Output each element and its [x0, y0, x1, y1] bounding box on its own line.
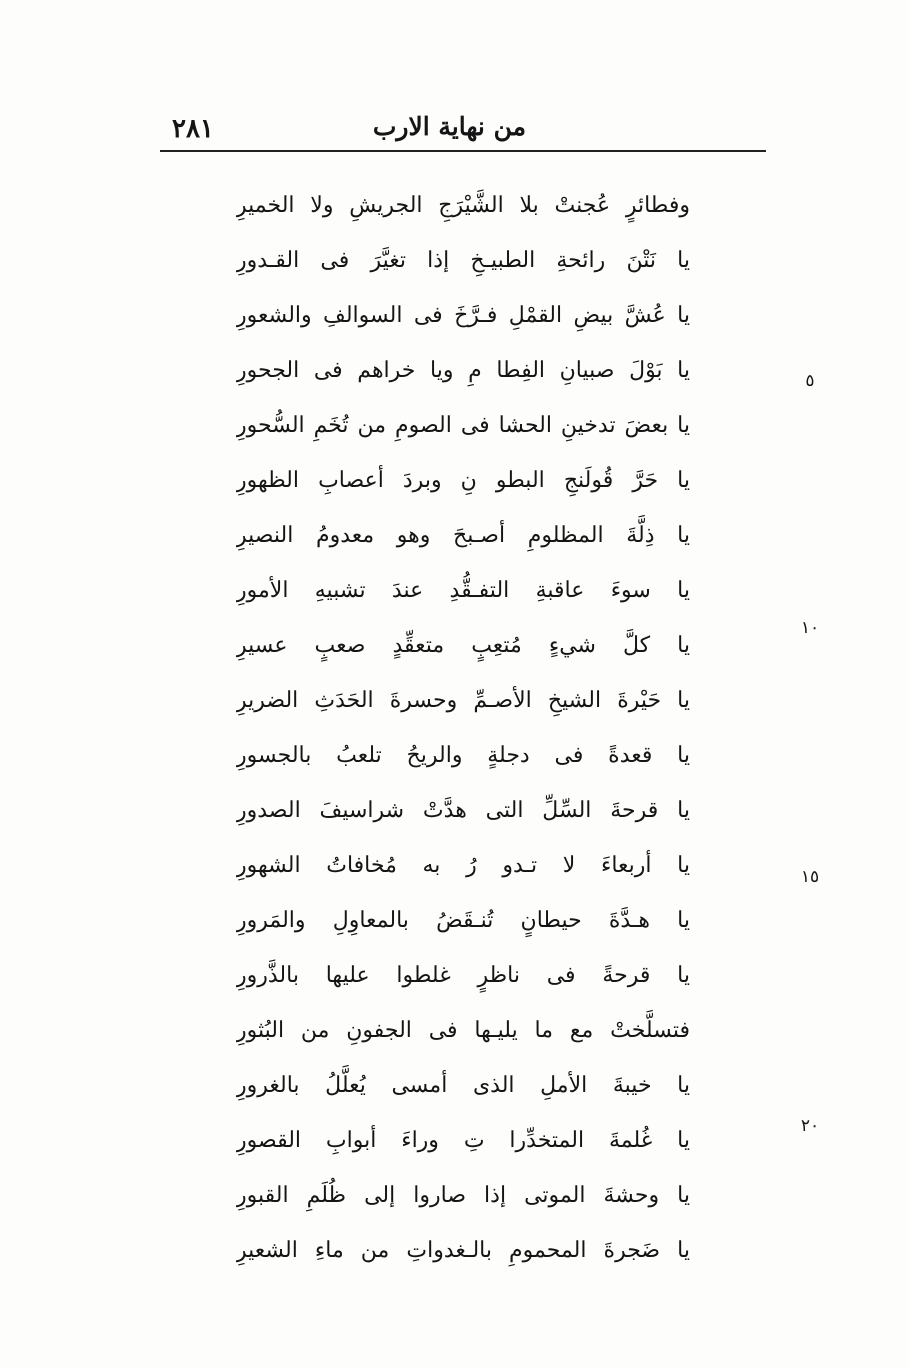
verse-line: وفطائرٍ عُجنتْ بلا الشَّيْرَجِ الجريشِ ولا الخميرِ [236, 193, 690, 218]
verse-line: يا قرحةَ السِّلِّ التى هدَّتْ شراسيفَ الصدورِ [236, 798, 690, 823]
verse-line: يا ذِلَّةَ المظلومِ أصـبحَ وهو معدومُ النصيرِ [236, 523, 690, 548]
verse-line: يا قرحةً فى ناظرٍ غلطوا عليها بالذَّرورِ [236, 963, 690, 988]
verse-line: يا أربعاءَ لا تـدو رُ به مُخافاتُ الشهورِ [236, 853, 690, 878]
verse-line: يا نَتْنَ رائحةِ الطبيـخِ إذا تغيَّرَ فى القـدورِ [236, 248, 690, 273]
verse-line: يا غُلمةَ المتخدِّرا تِ وراءَ أبوابِ القصورِ [236, 1128, 690, 1153]
verse-line: يا بَوْلَ صبيانِ الفِطا مِ ويا خراهم فى الجحورِ [236, 358, 690, 383]
page-number: ٢٨١ [172, 114, 214, 144]
verse-line: يا خيبةَ الأملِ الذى أمسى يُعلَّلُ بالغرورِ [236, 1073, 690, 1098]
verse-line: يا هـدَّةَ حيطانٍ تُنـقَضُ بالمعاوِلِ والمَرورِ [236, 908, 690, 933]
verse-line: يا عُشَّ بيضِ القمْلِ فـرَّخَ فى السوالفِ والشعورِ [236, 303, 690, 328]
verse-line: يا وحشةَ الموتى إذا صاروا إلى ظُلَمِ القبورِ [236, 1183, 690, 1208]
verse-line: يا بعضَ تدخينِ الحشا فى الصومِ من تُخَمِ السُّحورِ [236, 413, 690, 438]
line-number: ١٥ [800, 867, 820, 887]
line-number: ٥ [805, 371, 815, 391]
verse-line: يا حَيْرةَ الشيخِ الأصـمِّ وحسرةَ الحَدَثِ الضريرِ [236, 688, 690, 713]
poem-verses [236, 178, 690, 1278]
verse-line: يا ضَجرةَ المحمومِ بالـغدواتِ من ماءِ الشعيرِ [236, 1238, 690, 1263]
verse-line: يا قعدةً فى دجلةٍ والريحُ تلعبُ بالجسورِ [236, 743, 690, 768]
verse-line: يا حَرَّ قُولَنجِ البطو نِ وبردَ أعصابِ الظهورِ [236, 468, 690, 493]
line-number: ١٠ [800, 618, 820, 638]
verse-line: فتسلَّختْ مع ما يليـها فى الجفونِ من البُثورِ [236, 1018, 690, 1043]
running-title: من نهاية الارب [372, 112, 526, 141]
line-number: ٢٠ [800, 1116, 820, 1136]
header-rule [160, 150, 766, 152]
verse-line: يا كلَّ شيءٍ مُتعِبٍ متعقِّدٍ صعبٍ عسيرِ [236, 633, 690, 658]
page-header [160, 108, 766, 150]
verse-line: يا سوءَ عاقبةِ التفـقُّدِ عندَ تشبيهِ الأمورِ [236, 578, 690, 603]
